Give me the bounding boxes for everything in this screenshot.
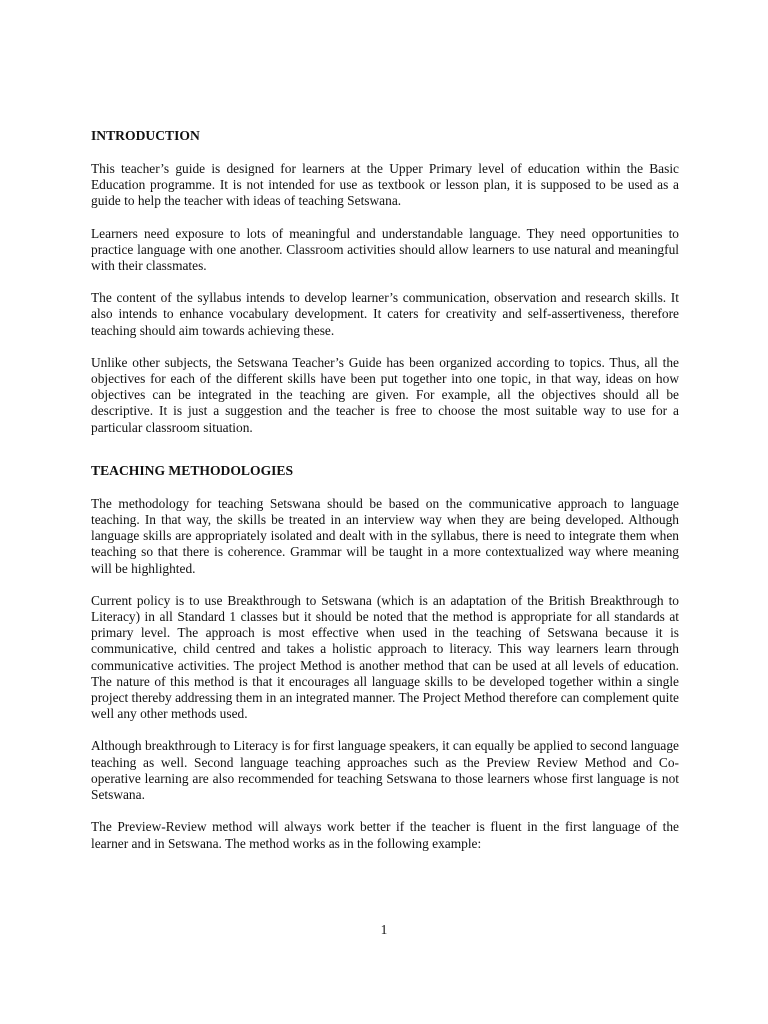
methods-paragraph-4: The Preview-Review method will always work better if the teacher is fluent in the first language of the learner and in Setswana. The method works as in the following example:	[91, 819, 679, 851]
intro-paragraph-3: The content of the syllabus intends to develop learner’s communication, observation and research skills. It also intends to enhance vocabulary development. It caters for creativity and self-assertiveness, therefore teaching should aim towards achieving these.	[91, 290, 679, 338]
intro-paragraph-2: Learners need exposure to lots of meaningful and understandable language. They need opportunities to practice language with one another. Classroom activities should allow learners to use natural and meaningful with their classmates.	[91, 225, 679, 274]
introduction-heading: INTRODUCTION	[91, 128, 200, 143]
methods-paragraph-2: Current policy is to use Breakthrough to Setswana (which is an adaptation of the British Breakthrough to Literacy) in all Standard 1 classes but it should be noted that the method is appropriate for all standards at primary level. The approach is most effective when used in the teaching of Setswana because it is communicative, child centred and takes a holistic approach to literacy. This way learners learn through communicative activities. The project Method is another method that can be used at all levels of education. The nature of this method is that it encourages all language skills to be developed together within a single project thereby addressing them in an integrated manner. The Project Method therefore can complement quite well any other methods used.	[91, 592, 679, 722]
intro-paragraph-4: Unlike other subjects, the Setswana Teacher’s Guide has been organized according to topics. Thus, all the objectives for each of the different skills have been put together into one topic, in that way, ideas on how objectives can be integrated in the teaching are given. For example, all the objectives should all be descriptive. It is just a suggestion and the teacher is free to choose the most suitable way to use for a particular classroom situation.	[91, 354, 679, 435]
intro-paragraph-1: This teacher’s guide is designed for learners at the Upper Primary level of education within the Basic Education programme. It is not intended for use as textbook or lesson plan, it is supposed to be used as a guide to help the teacher with ideas of teaching Setswana.	[91, 161, 679, 209]
document-page	[91, 127, 679, 868]
methods-paragraph-3: Although breakthrough to Literacy is for first language speakers, it can equally be applied to second language teaching as well. Second language teaching approaches such as the Preview Review Method and Co-operative learning are also recommended for teaching Setswana to those learners whose first language is not Setswana.	[91, 738, 679, 803]
page-number: 1	[380, 922, 388, 937]
methods-paragraph-1: The methodology for teaching Setswana should be based on the communicative approach to language teaching. In that way, the skills be treated in an interview way when they are being developed. Although language skills are appropriately isolated and dealt with in the syllabus, there is need to integrate them when teaching so that there is coherence. Grammar will be taught in a more contextualized way where meaning will be highlighted.	[91, 495, 679, 576]
teaching-methodologies-heading: TEACHING METHODOLOGIES	[91, 462, 294, 478]
